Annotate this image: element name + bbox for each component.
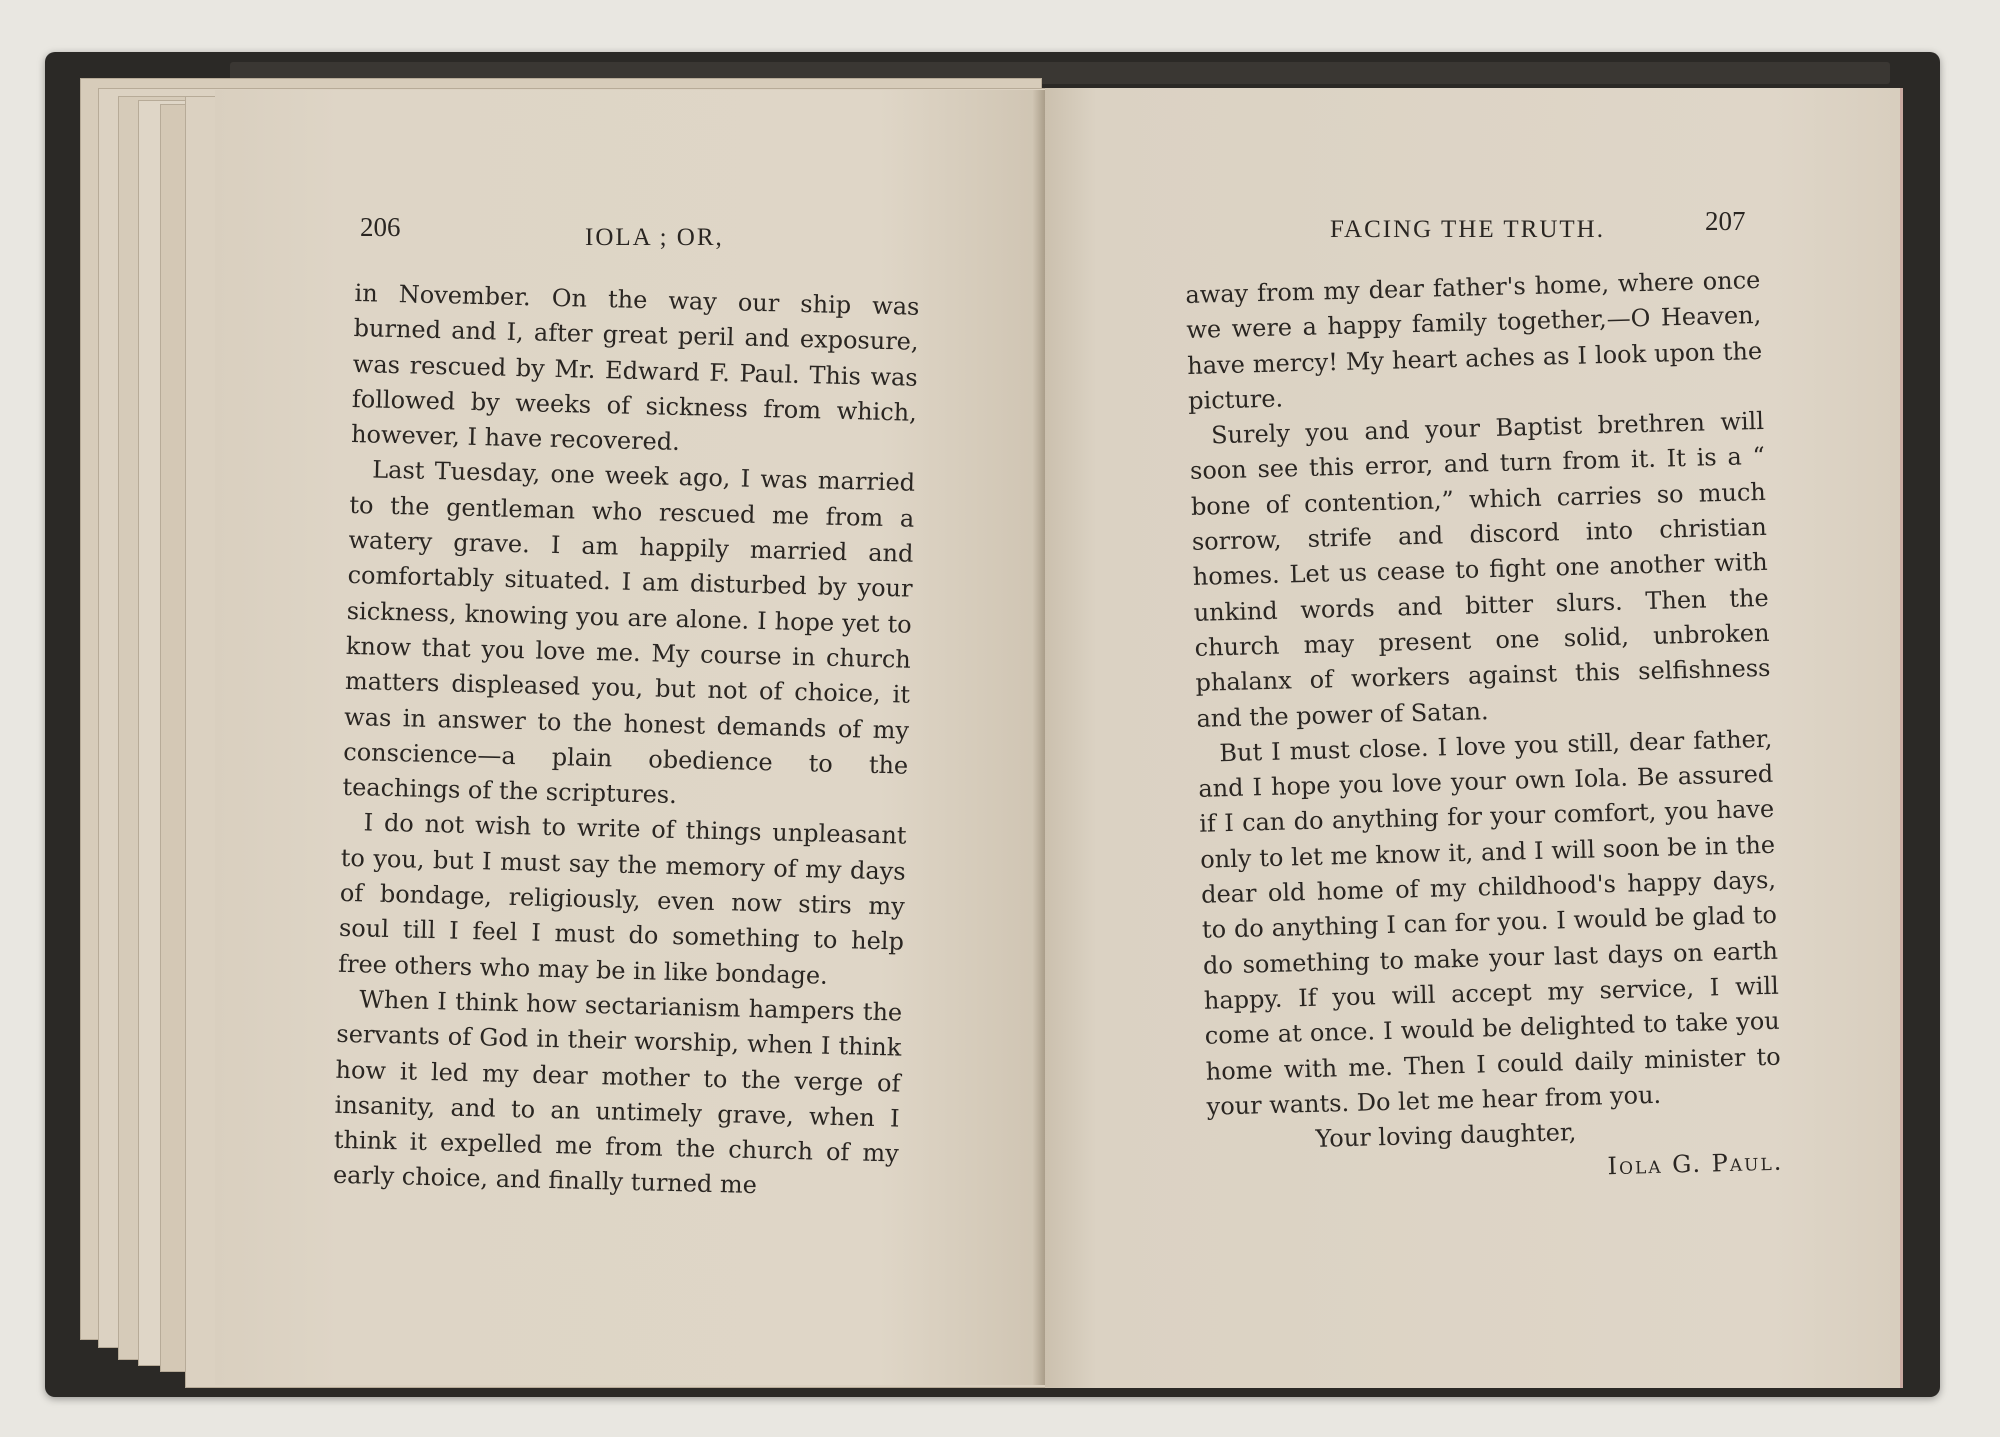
right-paragraph: But I must close. I love you still, dear father, and I hope you love your own Iola. Be assured if I can do anything for your comfort, you have only to let me know it, and I will soon be in the dear old home of my childhood's happy days, to do anything I can for you. I would be glad to do something to make your last days on earth happy. If you will accept my service, I will come at once. I would be delighted to take you home with me. Then I could daily minister to your wants. Do let me hear from you. (1198, 724, 1781, 1121)
right-paragraph: away from my dear father's home, where once we were a happy family together,—O Heaven, have mercy! My heart aches as I look upon the picture. (1185, 265, 1763, 415)
left-running-head: IOLA ; OR, (585, 224, 724, 251)
left-page (215, 90, 1045, 1385)
right-page (1045, 88, 1903, 1388)
left-paragraph: When I think how sectarianism hampers the servants of God in their worship, when I think how it led my dear mother to the verge of insanity, and to an untimely grave, when I think it expelled me from the church of my early choice, and finally turned me (332, 985, 903, 1200)
left-paragraph: in November. On the way our ship was burned and I, after great peril and exposure, was rescued by Mr. Edward F. Paul. This was followed by weeks of sickness from which, however, I have recovered. (350, 278, 920, 457)
right-paragraph: Surely you and your Baptist brethren will soon see this error, and turn from it. It is a “ bone of contention,” which carries so much sorrow, strife and discord into christian homes. Let us cease to fight one another with unkind words and bitter slurs. Then the church may present one solid, unbroken phalanx of workers against this selfishness and the power of Satan. (1189, 407, 1771, 733)
left-page-body (333, 276, 920, 1207)
right-page-number: 207 (1705, 206, 1746, 236)
letter-closing: Your loving daughter, (1315, 1118, 1577, 1153)
left-page-number: 206 (360, 212, 401, 242)
right-page-body (1185, 263, 1784, 1195)
left-paragraph: I do not wish to write of things unpleasant to you, but I must say the memory of my days of bondage, religiously, even now stirs my soul till I feel I must do something to help free others who may be in like bondage. (337, 808, 907, 990)
letter-signature: Iola G. Paul. (1607, 1148, 1784, 1181)
left-paragraph: Last Tuesday, one week ago, I was married to the gentleman who rescued me from a watery grave. I am happily married and comfortably situated. I am disturbed by your sickness, knowing you are alone. I hope yet to know that you love me. My course in church matters displeased you, but not of choice, it was in answer to the honest demands of my conscience—a plain obedience to the teachings of the scriptures. (342, 455, 916, 810)
right-running-head: FACING THE TRUTH. (1330, 216, 1605, 243)
